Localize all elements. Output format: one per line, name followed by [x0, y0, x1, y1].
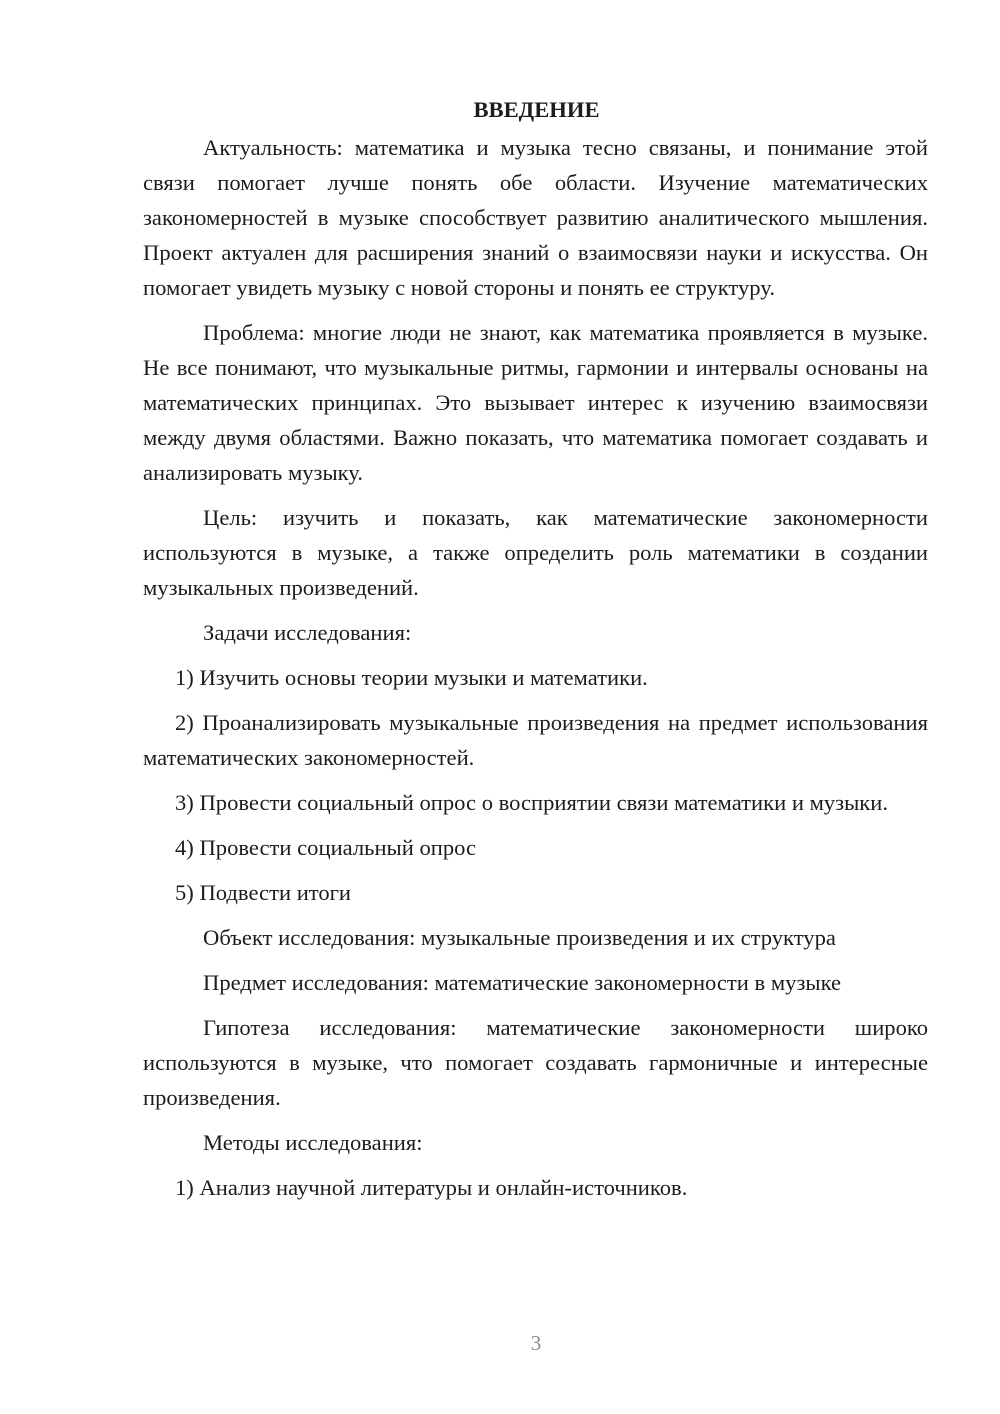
tasks-heading: Задачи исследования: [203, 620, 412, 645]
methods-list [143, 1170, 928, 1205]
method-item: 1) Анализ научной литературы и онлайн-источников. [175, 1175, 688, 1200]
document-page [143, 92, 928, 1215]
task-item: 3) Провести социальный опрос о восприятии связи математики и музыки. [175, 790, 888, 815]
hypothesis-paragraph: Гипотеза исследования: математические закономерности широко используются в музыке, что помогает создавать гармоничные и интересные произведения. [143, 1015, 928, 1110]
methods-heading: Методы исследования: [203, 1130, 423, 1155]
problem-paragraph: Проблема: многие люди не знают, как математика проявляется в музыке. Не все понимают, что музыкальные ритмы, гармонии и интервалы основаны на математических принципах. Это вызывает интерес к изучению взаимосвязи между двумя областями. Важно показать, что математика помогает создавать и анализировать музыку. [143, 320, 928, 485]
research-subject: Предмет исследования: математические закономерности в музыке [203, 970, 842, 995]
section-title: ВВЕДЕНИЕ [473, 97, 600, 122]
task-item: 4) Провести социальный опрос [175, 835, 477, 860]
task-item: 5) Подвести итоги [175, 880, 352, 905]
page-number: 3 [530, 1331, 542, 1355]
task-item: 1) Изучить основы теории музыки и математики. [175, 665, 648, 690]
relevance-paragraph: Актуальность: математика и музыка тесно связаны, и понимание этой связи помогает лучше понять обе области. Изучение математических закономерностей в музыке способствует развитию аналитического мышления. Проект актуален для расширения знаний о взаимосвязи науки и искусства. Он помогает увидеть музыку с новой стороны и понять ее структуру. [143, 135, 928, 300]
task-item: 2) Проанализировать музыкальные произведения на предмет использования математических закономерностей. [143, 710, 928, 770]
goal-paragraph: Цель: изучить и показать, как математические закономерности используются в музыке, а также определить роль математики в создании музыкальных произведений. [143, 505, 928, 600]
research-object: Объект исследования: музыкальные произведения и их структура [203, 925, 836, 950]
tasks-list [143, 660, 928, 910]
